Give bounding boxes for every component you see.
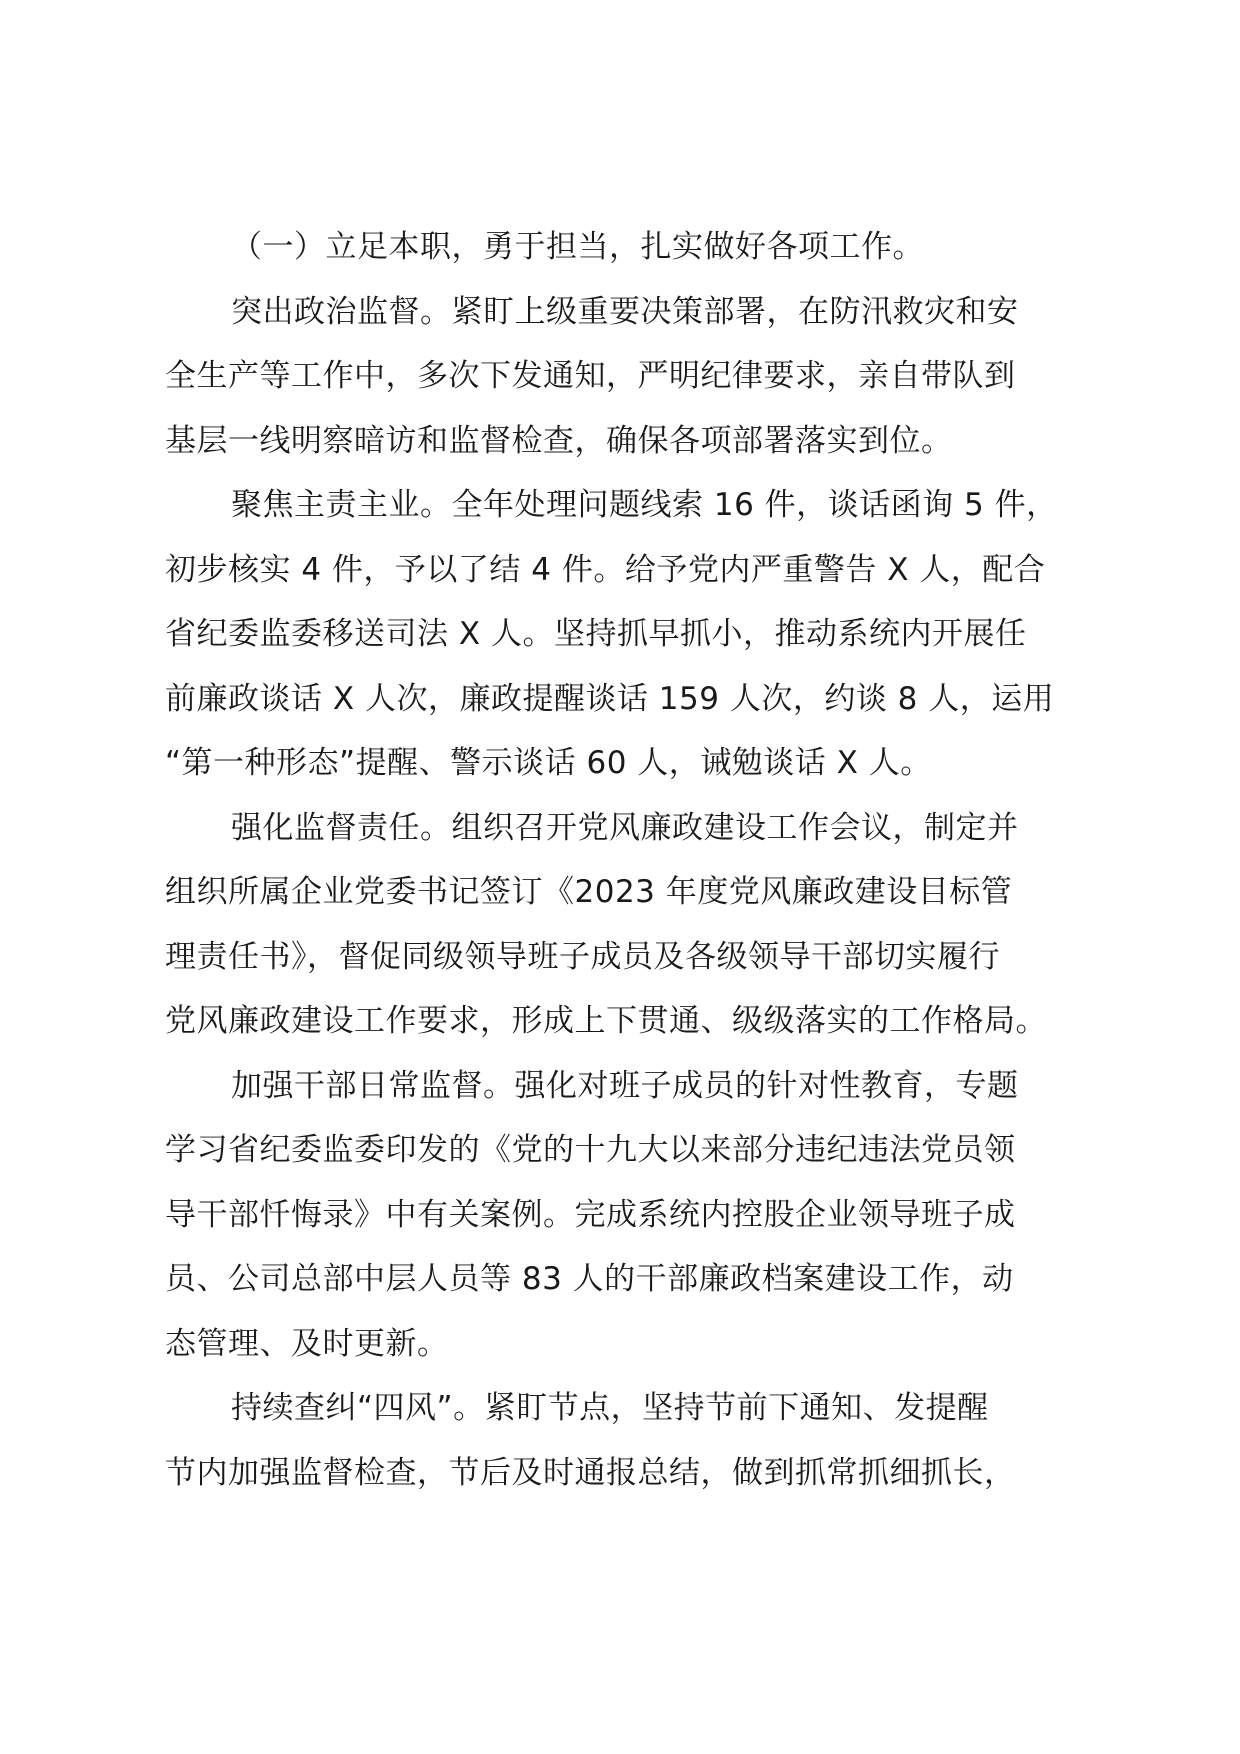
paragraph-line: 全生产等工作中，多次下发通知，严明纪律要求，亲自带队到 (165, 358, 1016, 394)
paragraph-line: 党风廉政建设工作要求，形成上下贯通、级级落实的工作格局。 (165, 1003, 1047, 1039)
paragraph-line: 前廉政谈话 X 人次，廉政提醒谈话 159 人次，约谈 8 人，运用 (165, 680, 1055, 717)
paragraph-line: 初步核实 4 件，予以了结 4 件。给予党内严重警告 X 人，配合 (165, 551, 1046, 588)
paragraph-line: 理责任书》，督促同级领导班子成员及各级领导干部切实履行 (165, 938, 1000, 975)
paragraph-line: “第一种形态”提醒、警示谈话 60 人，诫勉谈话 X 人。 (165, 745, 932, 781)
section-heading: （一）立足本职，勇于担当，扎实做好各项工作。 (231, 229, 924, 265)
paragraph-line: 省纪委监委移送司法 X 人。坚持抓早抓小，推动系统内开展任 (165, 616, 1027, 652)
paragraph-line: 节内加强监督检查，节后及时通报总结，做到抓常抓细抓长， (165, 1454, 1016, 1491)
paragraph-line: 导干部忏悔录》中有关案例。完成系统内控股企业领导班子成 (165, 1196, 1016, 1233)
paragraph-line: 聚焦主责主业。全年处理问题线索 16 件，谈话函询 5 件， (231, 487, 1058, 523)
document-body (165, 215, 1080, 1505)
paragraph-line: 加强干部日常监督。强化对班子成员的针对性教育，专题 (231, 1067, 1019, 1104)
paragraph-line: 学习省纪委监委印发的《党的十九大以来部分违纪违法党员领 (165, 1132, 1016, 1168)
paragraph-line: 持续查纠“四风”。紧盯节点，坚持节前下通知、发提醒 (231, 1390, 989, 1426)
paragraph-line: 基层一线明察暗访和监督检查，确保各项部署落实到位。 (165, 422, 953, 459)
paragraph-line: 强化监督责任。组织召开党风廉政建设工作会议，制定并 (231, 809, 1019, 846)
paragraph-line: 突出政治监督。紧盯上级重要决策部署，在防汛救灾和安 (231, 293, 1019, 330)
paragraph-line: 员、公司总部中层人员等 83 人的干部廉政档案建设工作，动 (165, 1261, 1014, 1297)
paragraph-line: 态管理、及时更新。 (165, 1325, 449, 1362)
paragraph-line: 组织所属企业党委书记签订《2023 年度党风廉政建设目标管 (165, 874, 1013, 910)
